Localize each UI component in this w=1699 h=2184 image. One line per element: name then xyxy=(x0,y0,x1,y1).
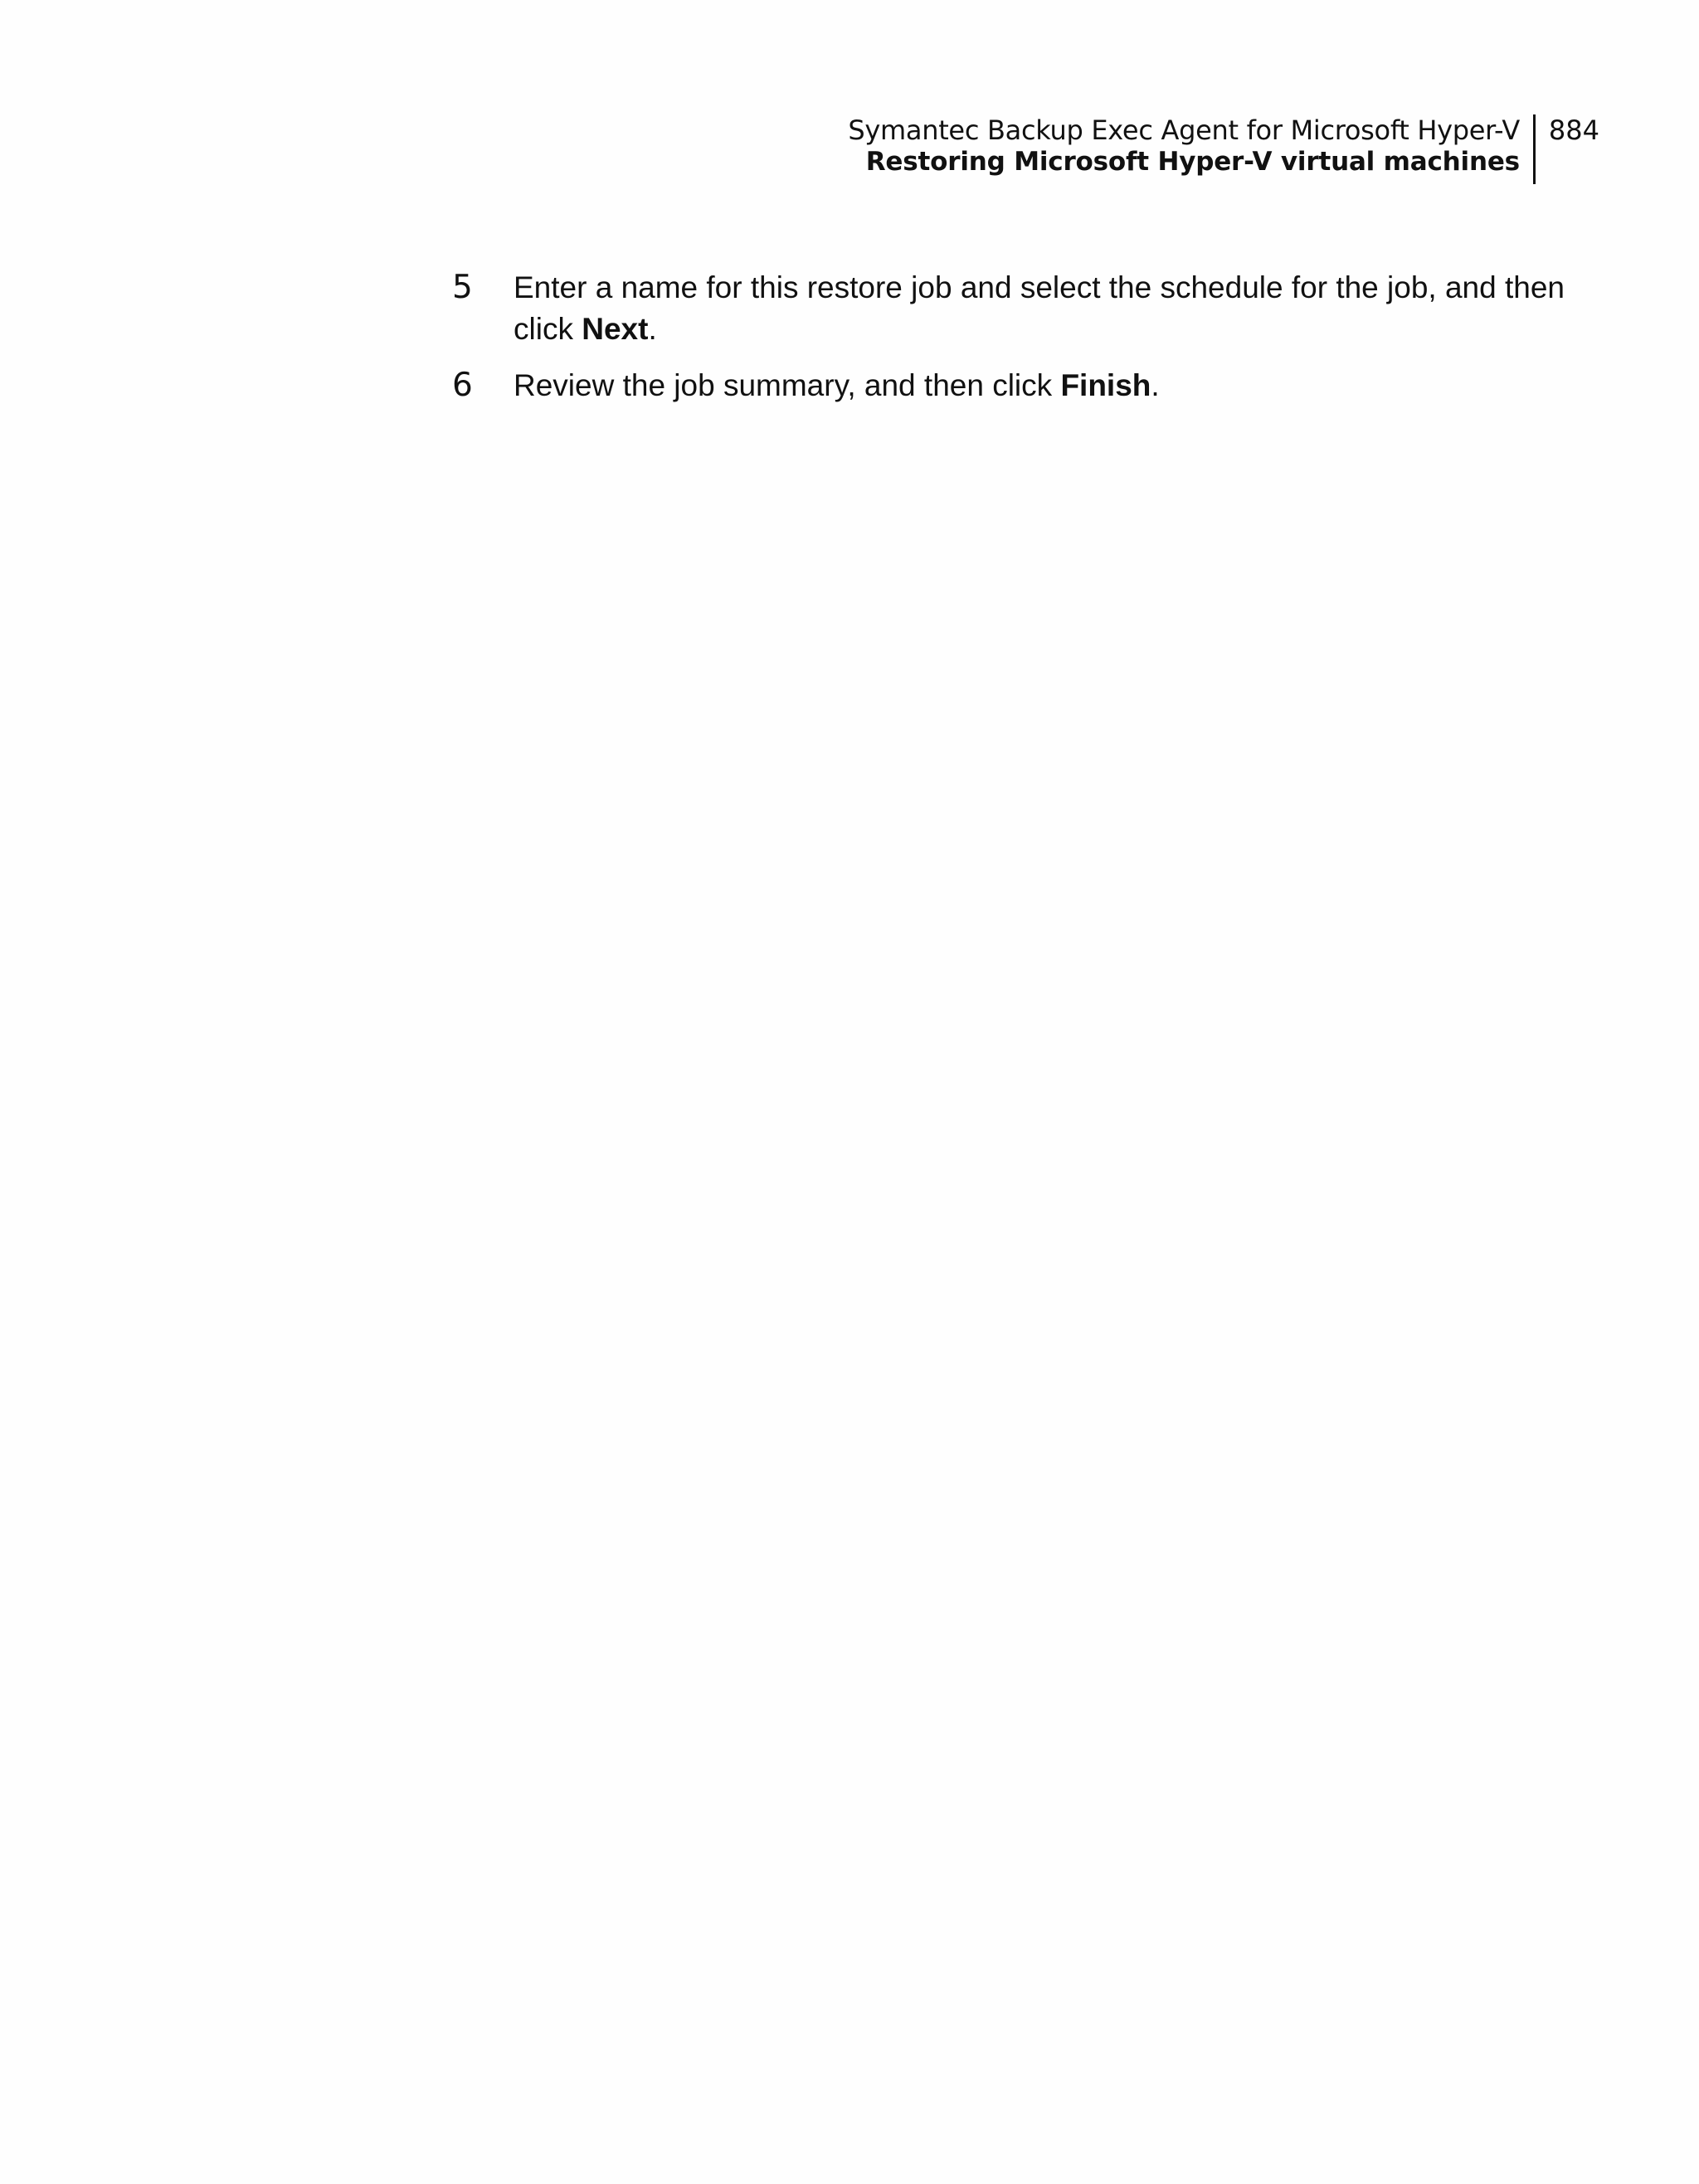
page-number: 884 xyxy=(1548,114,1599,146)
step-text-end: . xyxy=(648,312,657,346)
running-header xyxy=(848,114,1599,184)
step-text-lead: Review the job summary, and then click xyxy=(514,368,1061,402)
step-text xyxy=(514,365,1597,406)
ui-term-finish: Finish xyxy=(1060,368,1151,402)
step-text-end: . xyxy=(1151,368,1160,402)
header-chapter-title: Symantec Backup Exec Agent for Microsoft Hyper-V xyxy=(848,114,1520,146)
header-titles xyxy=(848,114,1536,184)
ui-term-next: Next xyxy=(582,312,649,346)
step-item xyxy=(452,365,1597,406)
procedure-steps xyxy=(452,267,1597,421)
step-text-lead: Enter a name for this restore job and select the schedule for the job, and then click xyxy=(514,270,1565,346)
step-number: 6 xyxy=(452,367,473,404)
header-section-title: Restoring Microsoft Hyper-V virtual machines xyxy=(865,147,1520,177)
step-text xyxy=(514,267,1597,350)
step-number: 5 xyxy=(452,269,473,306)
step-item xyxy=(452,267,1597,350)
